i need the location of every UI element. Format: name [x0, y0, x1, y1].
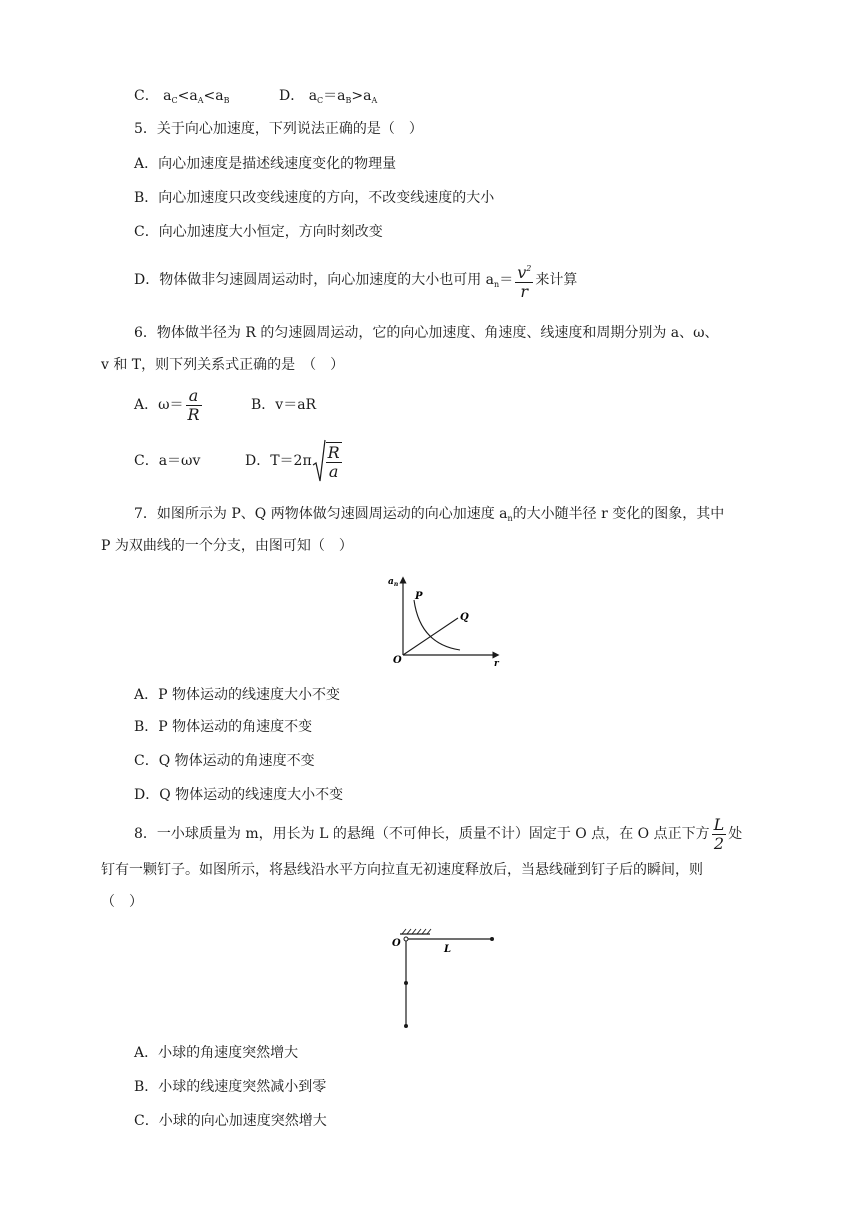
q8-l-over-2: $\frac{L}{2}$ — [713, 814, 725, 853]
q7-line-q — [403, 618, 458, 655]
q7-option-b: B．P 物体运动的角速度不变 — [134, 719, 313, 735]
q8-stem-line1: 8．一小球质量为 m，用长为 L 的悬绳（不可伸长，质量不计）固定于 O 点，在 O 点正下方 $\frac{L}{2}$ 处 — [134, 814, 743, 853]
q6-option-d: D．T＝2π $\frac{R}{a}$ — [245, 439, 344, 483]
q6-stem-line1: 6．物体做半径为 R 的匀速圆周运动，它的向心加速度、角速度、线速度和周期分别为 a、ω、 — [134, 325, 719, 341]
q5-option-b: B．向心加速度只改变线速度的方向，不改变线速度的大小 — [134, 190, 495, 206]
q7-line-q-label: Q — [460, 612, 469, 623]
q8-option-b: B．小球的线速度突然减小到零 — [134, 1079, 327, 1095]
q4-option-d: D． $a_C=a_B>a_A$ — [279, 88, 378, 105]
q7-y-axis-label: $a_n$ — [388, 577, 399, 588]
q7-stem-line2: P 为双曲线的一个分支，由图可知（ ） — [101, 538, 353, 554]
q4-option-c: C． $a_C<a_A<a_B$ — [134, 88, 230, 105]
q5-option-a: A．向心加速度是描述线速度变化的物理量 — [134, 156, 397, 172]
q7-option-a: A．P 物体运动的线速度大小不变 — [134, 687, 340, 703]
q6-sqrt: $\frac{R}{a}$ — [312, 439, 344, 483]
q6-option-c: C．a＝ωv — [134, 453, 201, 469]
q7-stem-line1: 7．如图所示为 P、Q 两物体做匀速圆周运动的向心加速度 $a_n$的大小随半径 r 变化的图象，其中 — [134, 506, 725, 523]
q6-option-a: A．ω＝ $\frac{a}{R}$ — [134, 385, 200, 424]
q8-ball-vertical — [404, 1024, 408, 1028]
q5-option-d: D．物体做非匀速圆周运动时，向心加速度的大小也可用 $a_n=$ $\frac{v^2}{r}$ 来计算 — [134, 258, 577, 307]
q5-formula-fraction: $\frac{v^2}{r}$ — [515, 260, 533, 301]
q5-stem: 5．关于向心加速度，下列说法正确的是（ ） — [134, 121, 423, 137]
q8-origin-label: O — [392, 938, 401, 949]
q7-curve-p-label: P — [415, 591, 423, 602]
q8-length-label: L — [444, 944, 452, 955]
q8-figure — [386, 922, 506, 1034]
q6-option-b: B．v＝aR — [251, 397, 317, 413]
q7-option-d: D．Q 物体运动的线速度大小不变 — [134, 787, 344, 803]
q8-stem-line2: 钉有一颗钉子。如图所示，将悬线沿水平方向拉直无初速度释放后，当悬线碰到钉子后的瞬间，则 — [101, 862, 703, 878]
q6-a-fraction: $\frac{a}{R}$ — [187, 385, 200, 424]
q7-graph — [378, 570, 508, 670]
q8-nail — [404, 981, 408, 985]
q8-pivot — [404, 937, 408, 941]
q7-option-c: C．Q 物体运动的角速度不变 — [134, 753, 315, 769]
q5-option-c: C．向心加速度大小恒定，方向时刻改变 — [134, 224, 383, 240]
q8-stem-line3: （ ） — [101, 894, 143, 910]
q6-stem-line2: v 和 T，则下列关系式正确的是 （ ） — [101, 357, 345, 373]
q8-option-a: A．小球的角速度突然增大 — [134, 1045, 299, 1061]
q8-option-c: C．小球的向心加速度突然增大 — [134, 1113, 327, 1129]
q7-x-axis-label: r — [494, 659, 499, 669]
q8-ball-horizontal — [490, 937, 494, 941]
q7-origin-label: O — [393, 655, 402, 666]
